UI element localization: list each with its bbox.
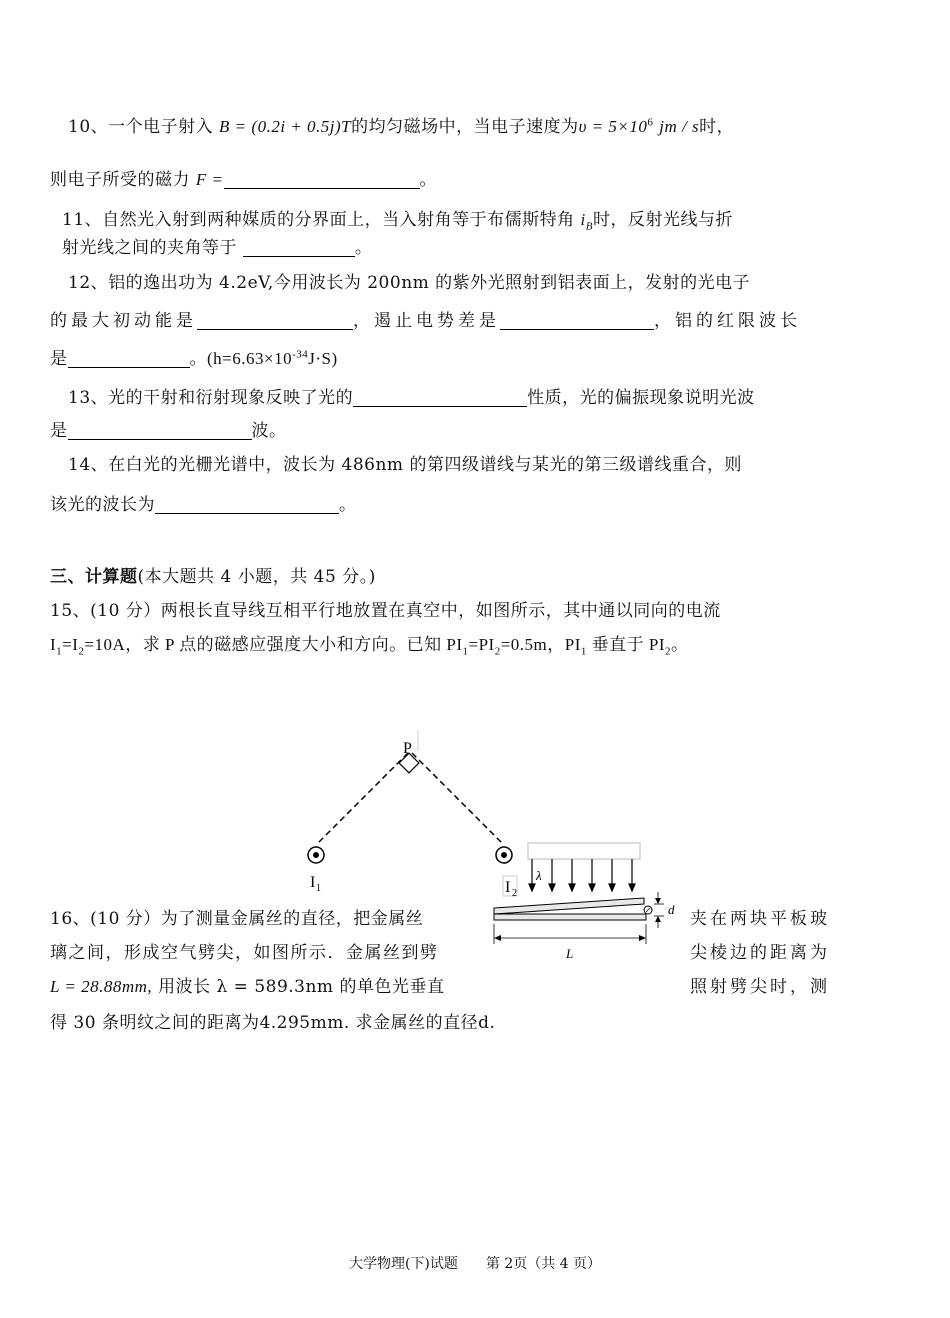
- q16-line1: 16、(10 分）为了测量金属丝的直径，把金属丝: [50, 909, 424, 929]
- q10-line1: 10、一个电子射入 B = (0.2i + 0.5j)T的均匀磁场中，当电子速度为$\upsilon = 5\times 10^6$ jm / s时，: [68, 116, 735, 137]
- point-p-label: P: [403, 740, 412, 757]
- label-i2: I: [505, 879, 511, 896]
- svg-text:2: 2: [512, 888, 517, 899]
- q10-line2: 则电子所受的磁力 F = 。: [50, 170, 438, 190]
- answer-blank-force[interactable]: [224, 170, 420, 189]
- q16-line2: 璃之间，形成空气劈尖，如图所示．金属丝到劈: [50, 943, 439, 963]
- dashed-line-p-i1: [316, 753, 408, 845]
- answer-blank-light-property[interactable]: [353, 388, 527, 407]
- q16-line3: L = 28.88mm, 用波长 λ = 589.3nm 的单色光垂直: [50, 977, 445, 997]
- q11-line2: 射光线之间的夹角等于 。: [62, 238, 373, 258]
- label-i1: I: [310, 874, 316, 891]
- answer-blank-stopping-potential[interactable]: [500, 311, 654, 330]
- q12-line1: 12、铝的逸出功为 4.2eV,今用波长为 200nm 的紫外光照射到铝表面上，发射的光电子: [68, 273, 751, 293]
- q16-line3-right: 照射劈尖时，测: [690, 977, 830, 997]
- q12-line2: 的最大初动能是 ，遏止电势差是 ，铝的红限波长: [50, 311, 801, 331]
- section-3-heading: 三、计算题(本大题共 4 小题，共 45 分。): [50, 567, 376, 587]
- page-footer: 大学物理(下)试题 第 2页（共 4 页）: [348, 1256, 602, 1272]
- incident-light-box: [528, 843, 640, 859]
- q13-line2: 是 波。: [50, 421, 287, 441]
- figure-air-wedge: [486, 840, 686, 970]
- answer-blank-kinetic-energy[interactable]: [197, 311, 353, 330]
- label-L: L: [566, 946, 574, 961]
- section-title: 三、计算题: [50, 567, 138, 587]
- q14-line1: 14、在白光的光栅光谱中，波长为 486nm 的第四级谱线与某光的第三级谱线重合，则: [68, 455, 742, 475]
- q16-line4: 得 30 条明纹之间的距离为4.295mm. 求金属丝的直径d.: [50, 1013, 496, 1033]
- dashed-line-p-i2: [412, 753, 504, 845]
- light-arrows: [529, 859, 635, 891]
- magnetic-field-expression: B = (0.2i + 0.5j)T: [219, 117, 352, 136]
- label-lambda: λ: [536, 868, 542, 883]
- answer-blank-wavelength[interactable]: [155, 495, 339, 514]
- velocity-expression: υ = 5×10: [578, 117, 648, 136]
- wire-i1-icon: [308, 847, 324, 863]
- top-glass-plate: [494, 898, 644, 914]
- q15-line1: 15、(10 分）两根长直导线互相平行地放置在真空中，如图所示，其中通以同向的电流: [50, 601, 721, 621]
- svg-text:1: 1: [316, 883, 321, 894]
- q16-line2-right: 尖棱边的距离为: [690, 943, 830, 963]
- q14-line2: 该光的波长为 。: [50, 495, 357, 515]
- q13-line1: 13、光的干射和衍射现象反映了光的 性质，光的偏振现象说明光波: [68, 388, 755, 408]
- q12-line3: 是 。$(h=6.63\times 10^{-34}J\cdot S)$: [50, 348, 338, 369]
- label-d: d: [668, 902, 675, 917]
- answer-blank-angle[interactable]: [243, 238, 355, 257]
- bottom-glass-plate: [494, 914, 646, 920]
- q16-line1-right: 夹在两块平板玻: [690, 909, 830, 929]
- answer-blank-wave-type[interactable]: [68, 421, 252, 440]
- answer-blank-red-limit[interactable]: [68, 349, 190, 368]
- q15-line2: $I_1=I_2=10A$，求 P 点的磁感应强度大小和方向。已知 $PI_1=PI_2=0.5m$，$PI_1$ 垂直于 $PI_2$。: [50, 635, 689, 658]
- q11-line1: 11、自然光入射到两种媒质的分界面上，当入射角等于布儒斯特角 $i_B$时，反射光线与折: [62, 210, 734, 233]
